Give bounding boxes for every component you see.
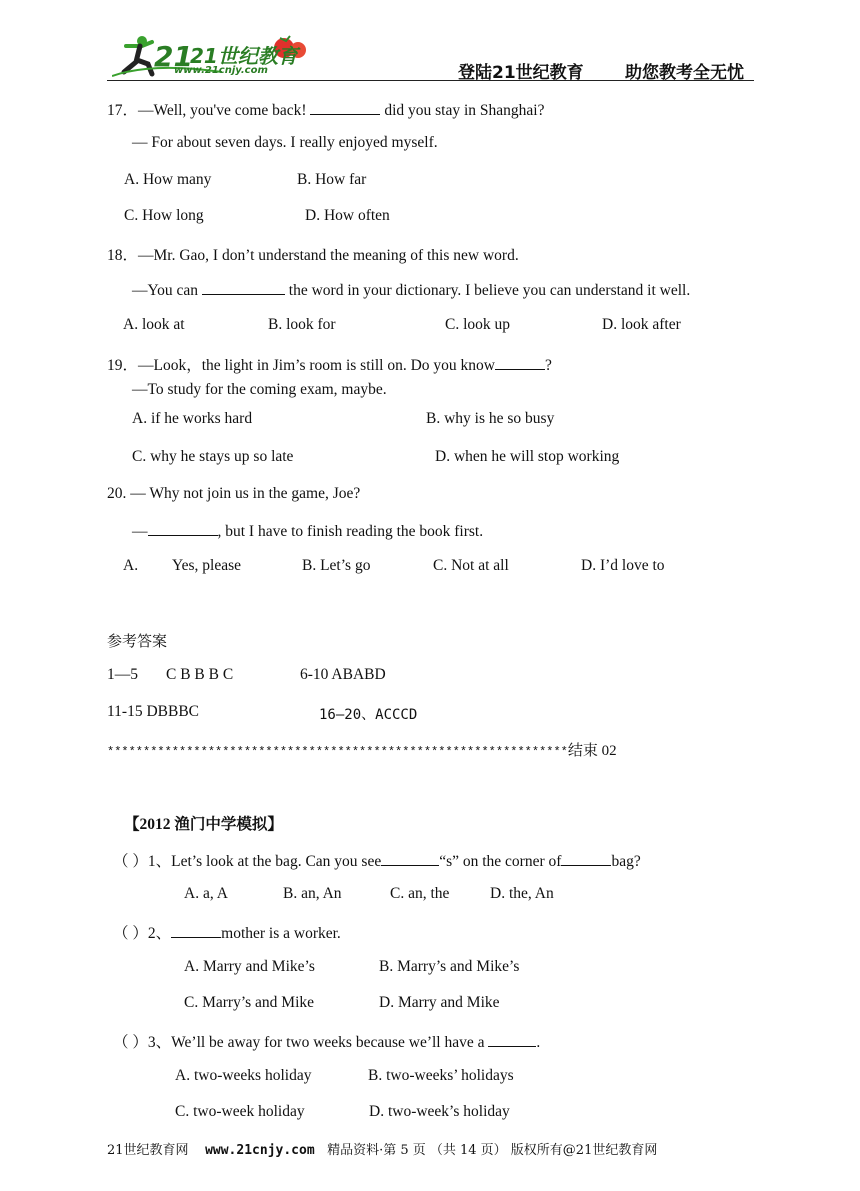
option-a-label[interactable]: A. <box>123 557 139 574</box>
answer-paren[interactable]: （ ）1、 <box>113 853 172 870</box>
option-c[interactable]: C. How long <box>124 207 204 224</box>
option-a[interactable]: Yes, please <box>172 557 242 574</box>
question-19-stem <box>107 353 552 375</box>
svg-text:21: 21 <box>154 40 193 73</box>
footer-site: 21世纪教育网 <box>107 1143 189 1158</box>
answers-16-20: 16—20、ACCCD <box>319 707 418 723</box>
question-text: , but I have to finish reading the book first. <box>217 523 484 540</box>
option-d[interactable]: D. look after <box>602 316 681 333</box>
option-c[interactable]: C. why he stays up so late <box>132 448 294 465</box>
question-number: 19． <box>107 357 139 374</box>
answer-blank[interactable] <box>381 851 439 866</box>
question-text: ? <box>544 357 552 374</box>
answers-6-10: 6-10 ABABD <box>300 666 386 683</box>
logo-text: 21世纪教育 <box>190 44 298 68</box>
section2-question-2 <box>113 921 341 943</box>
option-b[interactable]: B. two-weeks’ holidays <box>368 1067 514 1084</box>
question-text: ow <box>476 357 495 374</box>
option-a[interactable]: A. a, A <box>184 885 228 902</box>
question-20-stem <box>107 485 360 503</box>
answer-blank[interactable] <box>148 521 218 536</box>
answer-blank[interactable] <box>310 100 380 115</box>
answer-blank[interactable] <box>488 1032 536 1047</box>
option-c[interactable]: C. look up <box>445 316 511 333</box>
question-20-response <box>132 521 483 541</box>
section-title: 【2012 渔门中学模拟】 <box>124 816 283 833</box>
section2-question-3 <box>113 1030 540 1052</box>
answer-blank[interactable] <box>171 923 221 938</box>
answer-blank[interactable] <box>202 280 285 295</box>
question-number: 18． <box>107 247 139 264</box>
header-slogan-right: 助您教考全无忧 <box>625 63 744 83</box>
site-logo[interactable] <box>112 32 312 82</box>
question-text: —Mr. Gao, I don’t understand the meaning of this new word. <box>138 247 519 264</box>
answer-blank[interactable] <box>495 355 545 370</box>
option-d[interactable]: D. the, An <box>490 885 554 902</box>
option-b[interactable]: B. why is he so busy <box>426 410 555 427</box>
answer-paren[interactable]: （ ）2、 <box>113 925 172 942</box>
option-b[interactable]: B. How far <box>297 171 367 188</box>
option-a[interactable]: A. Marry and Mike’s <box>184 958 315 975</box>
header-divider <box>107 80 754 81</box>
answer-paren[interactable]: （ ）3、 <box>113 1034 172 1051</box>
answers-values-1-5: C B B B C <box>166 666 234 683</box>
option-d[interactable]: D. two-week’s holiday <box>369 1103 510 1120</box>
question-text: We’ll be away for two weeks because we’ll have a <box>171 1034 489 1051</box>
option-a[interactable]: A. if he works hard <box>132 410 253 427</box>
footer-url[interactable]: www.21cnjy.com <box>205 1143 315 1158</box>
header-slogan-left: 登陆21世纪教育 <box>458 63 584 83</box>
question-18-stem <box>107 243 519 265</box>
question-text: did you stay in Shanghai? <box>380 102 545 119</box>
question-17-stem <box>107 98 544 120</box>
end-label: 结束 02 <box>567 743 617 759</box>
option-a[interactable]: A. look at <box>123 316 185 333</box>
option-c[interactable]: C. two-week holiday <box>175 1103 305 1120</box>
answers-11-15: 11-15 DBBBC <box>107 703 200 720</box>
question-18-response <box>132 280 690 300</box>
option-b[interactable]: B. look for <box>268 316 336 333</box>
answers-range-1-5: 1—5 <box>107 666 138 683</box>
divider-stars-row <box>107 739 617 760</box>
option-b[interactable]: B. an, An <box>283 885 342 902</box>
logo-url: www.21cnjy.com <box>174 65 268 76</box>
question-number: 17． <box>107 102 139 119</box>
option-b[interactable]: B. Marry’s and Mike’s <box>379 958 520 975</box>
question-text: —You can <box>132 282 202 299</box>
footer-info: 精品资料·第 5 页 （共 14 页） 版权所有@21世纪教育网 <box>327 1143 658 1158</box>
option-a[interactable]: A. How many <box>124 171 212 188</box>
option-d[interactable]: D. Marry and Mike <box>379 994 500 1011</box>
question-text: —Well, you've come back! <box>138 102 311 119</box>
question-text: — <box>132 523 148 540</box>
answers-title: 参考答案 <box>107 632 168 650</box>
question-text: —Look，the light in Jim’s room is still on. Do you kn <box>138 357 477 374</box>
option-c[interactable]: C. an, the <box>390 885 450 902</box>
option-c[interactable]: C. Marry’s and Mike <box>184 994 315 1011</box>
section2-question-1 <box>113 849 641 871</box>
question-17-response: — For about seven days. I really enjoyed myself. <box>132 134 438 151</box>
question-19-response: —To study for the coming exam, maybe. <box>132 381 387 398</box>
option-c[interactable]: C. Not at all <box>433 557 509 574</box>
divider-stars: **************************************************************** <box>107 745 568 759</box>
page-footer <box>107 1139 657 1158</box>
question-text: mother is a worker. <box>221 925 341 942</box>
option-d[interactable]: D. I’d love to <box>581 557 665 574</box>
option-b[interactable]: B. Let’s go <box>302 557 371 574</box>
question-text: “s” on the corner of <box>439 853 562 870</box>
option-d[interactable]: D. How often <box>305 207 390 224</box>
option-d[interactable]: D. when he will stop working <box>435 448 620 465</box>
question-text: — Why not join us in the game, Joe? <box>126 485 361 502</box>
question-text: Let’s look at the bag. Can you see <box>171 853 382 870</box>
question-text: bag? <box>611 853 641 870</box>
question-number: 20. <box>107 485 127 502</box>
question-text: . <box>536 1034 541 1051</box>
option-a[interactable]: A. two-weeks holiday <box>175 1067 312 1084</box>
question-text: the word in your dictionary. I believe you can understand it well. <box>284 282 691 299</box>
answer-blank[interactable] <box>561 851 611 866</box>
